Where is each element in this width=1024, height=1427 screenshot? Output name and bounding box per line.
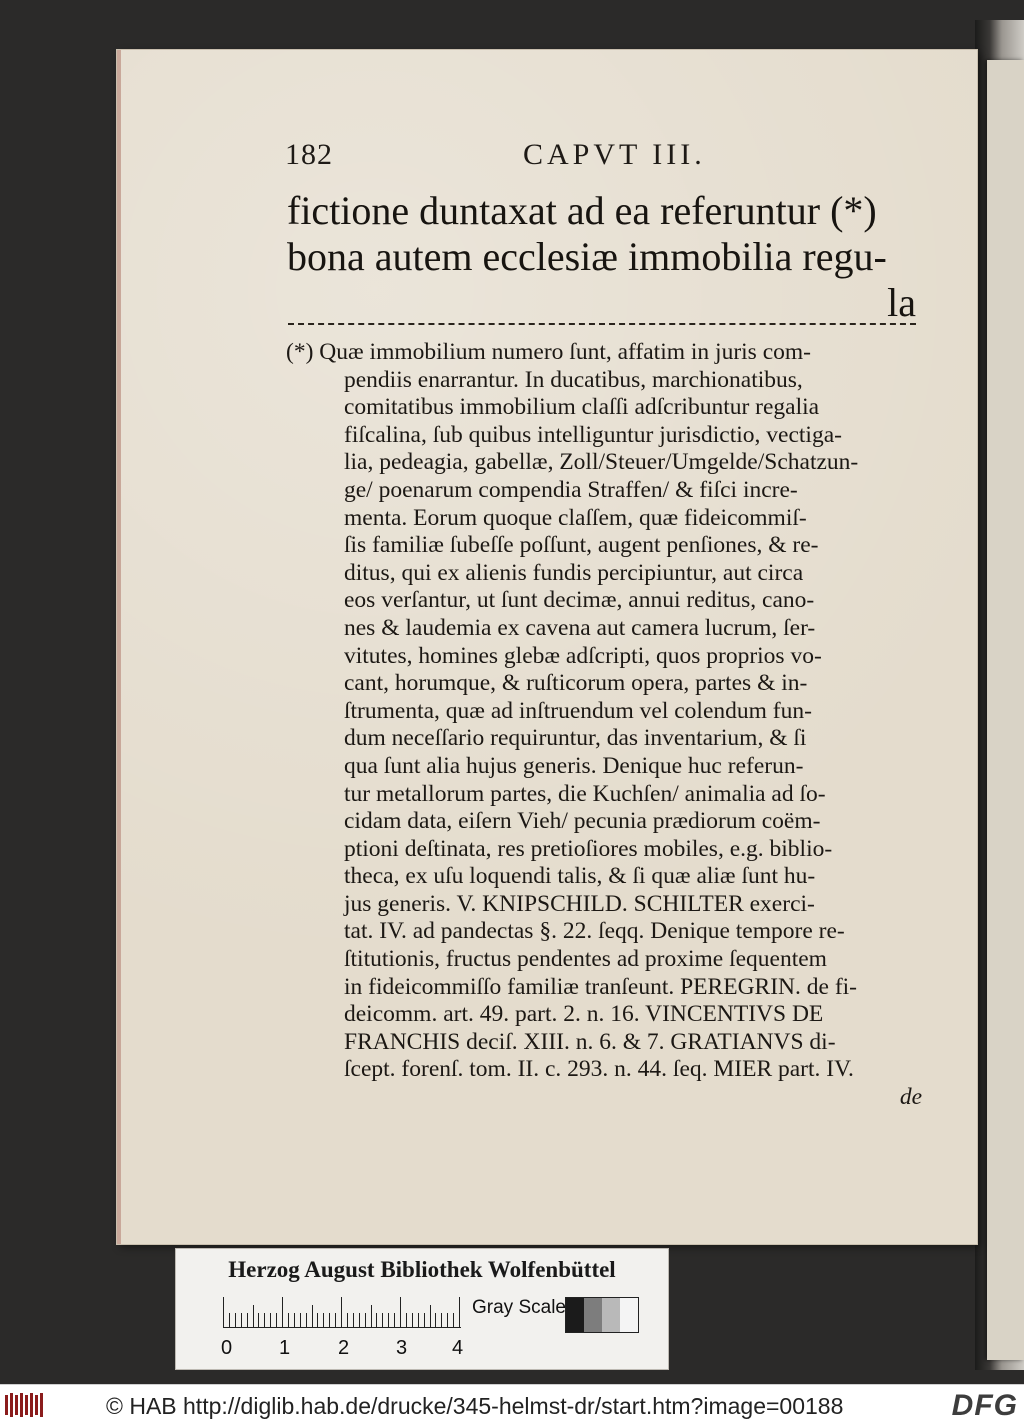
color-scale-card — [175, 1248, 669, 1370]
footnote — [286, 339, 926, 1112]
footnote-line: ge/ poenarum compendia Straffen/ & fiſci incre- — [344, 476, 798, 503]
footnote-line: deicomm. art. 49. part. 2. n. 16. VINCENTIVS DE — [344, 1001, 824, 1028]
footnote-line: vitutes, homines glebæ adſcripti, quos proprios vo- — [344, 642, 822, 669]
ruler-tick — [453, 1313, 454, 1327]
footnote-line: qua ſunt alia hujus generis. Denique huc referun- — [344, 752, 804, 779]
ruler-tick — [430, 1305, 431, 1327]
dfg-logo: DFG — [951, 1389, 1018, 1422]
ruler-tick — [412, 1313, 413, 1327]
main-text — [287, 188, 922, 326]
footnote-line: ſis familiæ ſubeſſe poſſunt, augent penſiones, & re- — [344, 532, 819, 559]
footnote-line: ſtrumenta, quæ ad inſtruendum vel colendum fun- — [344, 697, 812, 724]
ruler-number: 1 — [279, 1337, 291, 1359]
ruler-tick — [288, 1313, 289, 1327]
footnote-line: jus generis. V. KNIPSCHILD. SCHILTER exerci- — [344, 890, 815, 917]
footnote-line: cant, horumque, & ruſticorum opera, partes & in- — [344, 670, 808, 697]
ruler-numbers — [216, 1337, 466, 1359]
footnote-divider — [288, 323, 916, 325]
ruler-number: 0 — [221, 1337, 233, 1359]
ruler-tick — [317, 1313, 318, 1327]
footnote-line: FRANCHIS deciſ. XIII. n. 6. & 7. GRATIANVS di- — [344, 1028, 836, 1055]
ruler-tick — [447, 1313, 448, 1327]
ruler-tick — [282, 1297, 283, 1327]
credit-bar — [0, 1384, 1024, 1427]
source-credit-link[interactable]: © HAB http://diglib.hab.de/drucke/345-helmst-dr/start.htm?image=00188 — [106, 1393, 844, 1419]
ruler-tick — [441, 1313, 442, 1327]
footnote-line: pendiis enarrantur. In ducatibus, marchionatibus, — [344, 366, 803, 393]
book-binding-edge — [975, 20, 1024, 1370]
footnote-line: nes & laudemia ex cavena aut camera lucrum, ſer- — [344, 614, 816, 641]
ruler-tick — [388, 1313, 389, 1327]
footnote-line: (*) Quæ immobilium numero ſunt, affatim in juris com- — [286, 339, 811, 365]
grayscale-swatch — [620, 1298, 638, 1332]
ruler-tick — [235, 1313, 236, 1327]
ruler-tick — [306, 1313, 307, 1327]
footnote-catchword: de — [899, 1084, 922, 1111]
ruler-tick — [276, 1313, 277, 1327]
ruler-tick — [270, 1313, 271, 1327]
centimeter-ruler — [223, 1297, 463, 1327]
footnote-line: ſcept. forenſ. tom. II. c. 293. n. 44. ſeq. MIER part. IV. — [344, 1056, 854, 1083]
ruler-tick — [382, 1313, 383, 1327]
footnote-line: ditus, qui ex alienis fundis percipiuntur, aut circa — [344, 559, 804, 586]
ruler-tick — [323, 1313, 324, 1327]
ruler-tick — [359, 1313, 360, 1327]
footnote-line: eos verſantur, ut ſunt decimæ, annui reditus, cano- — [344, 587, 815, 614]
ruler-tick — [329, 1313, 330, 1327]
ruler-tick — [353, 1313, 354, 1327]
library-name: Herzog August Bibliothek Wolfenbüttel — [228, 1257, 616, 1282]
main-text-line: bona autem ecclesiæ immobilia regu- — [287, 234, 887, 279]
adjacent-page-edge — [987, 60, 1024, 1360]
ruler-tick — [258, 1313, 259, 1327]
footnote-line: dum neceſſario requiruntur, das inventarium, & ſi — [344, 725, 807, 752]
footnote-line: fiſcalina, ſub quibus intelliguntur jurisdictio, vectiga- — [344, 421, 842, 448]
page-header — [285, 138, 920, 178]
ruler-tick — [264, 1313, 265, 1327]
hab-logo-icon — [4, 1391, 44, 1419]
ruler-tick — [341, 1297, 342, 1327]
ruler-tick — [223, 1297, 224, 1327]
ruler-tick — [300, 1313, 301, 1327]
ruler-tick — [394, 1313, 395, 1327]
ruler-number: 4 — [452, 1337, 464, 1359]
ruler-baseline — [223, 1327, 461, 1328]
footnote-line: theca, ex uſu loquendi talis, & ſi quæ aliæ ſunt hu- — [344, 863, 816, 890]
footnote-line: comitatibus immobilium claſſi adſcribuntur regalia — [344, 394, 820, 421]
grayscale-swatch — [602, 1298, 620, 1332]
footnote-line: ſtitutionis, fructus pendentes ad proxime ſequentem — [344, 946, 827, 973]
ruler-tick — [253, 1305, 254, 1327]
ruler-tick — [247, 1313, 248, 1327]
ruler-tick — [347, 1313, 348, 1327]
page-number: 182 — [285, 138, 333, 171]
main-text-line: fictione duntaxat ad ea referuntur (*) — [287, 188, 877, 233]
grayscale-label: Gray Scale — [472, 1297, 566, 1318]
ruler-tick — [335, 1313, 336, 1327]
ruler-tick — [365, 1313, 366, 1327]
ruler-tick — [312, 1305, 313, 1327]
ruler-tick — [294, 1313, 295, 1327]
footnote-line: in fideicommiſſo familiæ tranſeunt. PEREGRIN. de fi- — [344, 973, 857, 1000]
ruler-tick — [229, 1313, 230, 1327]
page-edge — [117, 50, 121, 1244]
footnote-line: ptioni deſtinata, res pretioſiores mobiles, e.g. biblio- — [344, 835, 833, 862]
ruler-tick — [424, 1313, 425, 1327]
running-head: CAPVT III. — [523, 138, 706, 171]
ruler-tick — [376, 1313, 377, 1327]
footnote-line: tat. IV. ad pandectas §. 22. ſeqq. Denique tempore re- — [344, 918, 845, 945]
grayscale-swatch — [584, 1298, 602, 1332]
footnote-line: lia, pedeagia, gabellæ, Zoll/Steuer/Umgelde/Schatzun- — [344, 449, 859, 476]
ruler-tick — [418, 1313, 419, 1327]
grayscale-swatch — [566, 1298, 584, 1332]
ruler-number: 3 — [396, 1337, 408, 1359]
grayscale-swatches — [565, 1297, 639, 1333]
footnote-line: menta. Eorum quoque claſſem, quæ fideicommiſ- — [344, 504, 807, 531]
footnote-line: cidam data, eiſern Vieh/ pecunia prædiorum coëm- — [344, 808, 821, 835]
ruler-tick — [459, 1297, 460, 1327]
ruler-number: 2 — [338, 1337, 350, 1359]
catchword: la — [887, 280, 916, 325]
ruler-tick — [406, 1313, 407, 1327]
ruler-tick — [400, 1297, 401, 1327]
ruler-tick — [241, 1313, 242, 1327]
ruler-tick — [371, 1305, 372, 1327]
footnote-line: tur metallorum partes, die Kuchſen/ animalia ad ſo- — [344, 780, 826, 807]
ruler-tick — [435, 1313, 436, 1327]
